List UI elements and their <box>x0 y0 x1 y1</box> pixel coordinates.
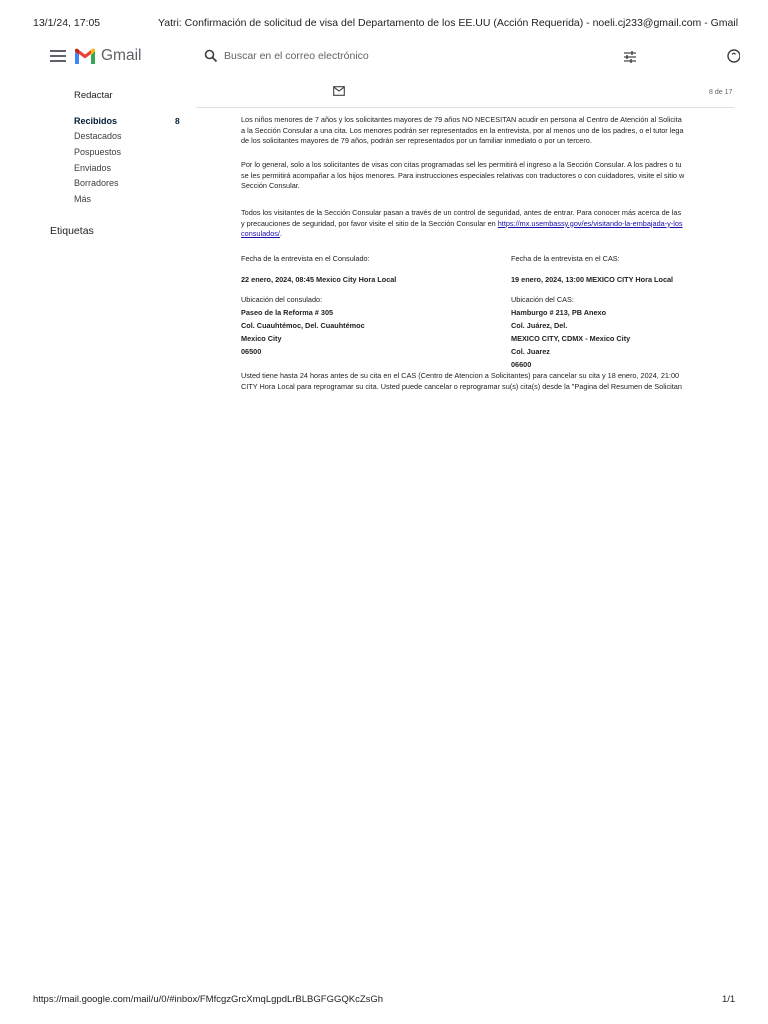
text-line: Sección Consular. <box>241 181 300 191</box>
consulate-location-label: Ubicación del consulado: <box>241 295 323 304</box>
main-menu-icon[interactable] <box>50 50 66 62</box>
embassy-link-continued[interactable]: consulados/ <box>241 229 280 239</box>
labels-heading: Etiquetas <box>50 225 94 237</box>
cas-address-line: 06600 <box>511 360 532 369</box>
sidebar-item-drafts[interactable]: Borradores <box>74 178 119 188</box>
cancel-reschedule-paragraph <box>241 371 741 392</box>
text-line: Los niños menores de 7 años y los solicitantes mayores de 79 años NO NECESITAN acudir en persona al Centro de Atención al Solicita <box>241 115 682 124</box>
access-paragraph <box>241 160 741 192</box>
print-page-number: 1/1 <box>722 994 736 1005</box>
sidebar-item-sent[interactable]: Enviados <box>74 163 112 173</box>
cas-date-label: Fecha de la entrevista en el CAS: <box>511 254 620 263</box>
text-line: se les permitirá acompañar a los hijos menores. Para instrucciones especiales relativas con traductores o con cuidadores, visite el sitio w <box>241 170 685 180</box>
sidebar-item-starred[interactable]: Destacados <box>74 131 122 141</box>
search-input[interactable]: Buscar en el correo electrónico <box>224 50 369 62</box>
security-text: y precauciones de seguridad, por favor visite el sitio de la Sección Consular en <box>241 218 498 228</box>
text-line: CITY Hora Local para reprogramar su cita. Usted puede cancelar o reprogramar su(s) cita(s) desde la "Pagina del Resumen de Solicitan <box>241 381 682 391</box>
text-line: Todos los visitantes de la Sección Consular pasan a través de un control de seguridad, antes de entrar. Para conocer más acerca de las <box>241 208 682 217</box>
compose-button[interactable]: Redactar <box>74 90 113 101</box>
cas-address-line: Hamburgo # 213, PB Anexo <box>511 308 607 317</box>
cas-address-line: Col. Juarez <box>511 347 550 356</box>
text-line: Usted tiene hasta 24 horas antes de su cita en el CAS (Centro de Atencion a Solicitantes) para cancelar su cita y 18 enero, 2024, 21:00 <box>241 371 680 380</box>
consulate-address-line: Mexico City <box>241 334 282 343</box>
message-page-count: 8 de 17 <box>709 89 733 96</box>
search-options-icon[interactable] <box>623 50 637 64</box>
consulate-address-line: 06500 <box>241 347 262 356</box>
consulate-date-value: 22 enero, 2024, 08:45 Mexico City Hora Local <box>241 275 397 284</box>
text-line <box>241 229 741 240</box>
text-line: Por lo general, solo a los solicitantes de visas con citas programadas sel les permitirá el ingreso a la Sección Consular. A los padres o tu <box>241 160 682 169</box>
cas-location-label: Ubicación del CAS: <box>511 295 574 304</box>
embassy-link[interactable]: https://mx.usembassy.gov/es/visitando-la-embajada-y-los <box>497 218 683 228</box>
security-paragraph <box>241 208 741 240</box>
minors-paragraph <box>241 115 741 147</box>
app-name: Gmail <box>101 47 142 64</box>
print-url: https://mail.google.com/mail/u/0/#inbox/FMfcgzGrcXmqLgpdLrBLBGFGGQKcZsGh <box>33 994 384 1005</box>
sidebar-item-more[interactable]: Más <box>74 194 92 204</box>
toolbar-divider <box>196 107 734 108</box>
consulate-address-line: Col. Cuauhtémoc, Del. Cuauhtémoc <box>241 321 365 330</box>
cas-date-value: 19 enero, 2024, 13:00 MEXICO CITY Hora Local <box>511 275 674 284</box>
consulate-date-label: Fecha de la entrevista en el Consulado: <box>241 254 370 263</box>
text-line <box>241 219 741 230</box>
print-title: Yatri: Confirmación de solicitud de visa del Departamento de los EE.UU (Acción Requerida) - noeli.cj233@gmail.com - Gmail <box>158 17 739 29</box>
inbox-unread-count: 8 <box>175 116 180 126</box>
gmail-logo-icon[interactable] <box>74 48 96 65</box>
sidebar-item-snoozed[interactable]: Pospuestos <box>74 147 122 157</box>
text-line: a la Sección Consular a una cita. Los menores podrán ser representados en la entrevista, por al menos uno de los padres, o el tutor lega <box>241 125 684 135</box>
mark-unread-icon[interactable] <box>333 86 345 96</box>
help-icon[interactable] <box>726 47 740 65</box>
search-icon[interactable] <box>204 49 218 63</box>
print-datetime: 13/1/24, 17:05 <box>33 17 101 29</box>
cas-address-line: Col. Juárez, Del. <box>511 321 568 330</box>
text-line: de los solicitantes mayores de 79 años, podrán ser representados por un familiar inmediato o por un tercero. <box>241 136 592 146</box>
cas-address-line: MEXICO CITY, CDMX - Mexico City <box>511 334 631 343</box>
sidebar-item-inbox[interactable]: Recibidos <box>74 116 118 126</box>
period: . <box>279 229 282 239</box>
consulate-address-line: Paseo de la Reforma # 305 <box>241 308 334 317</box>
